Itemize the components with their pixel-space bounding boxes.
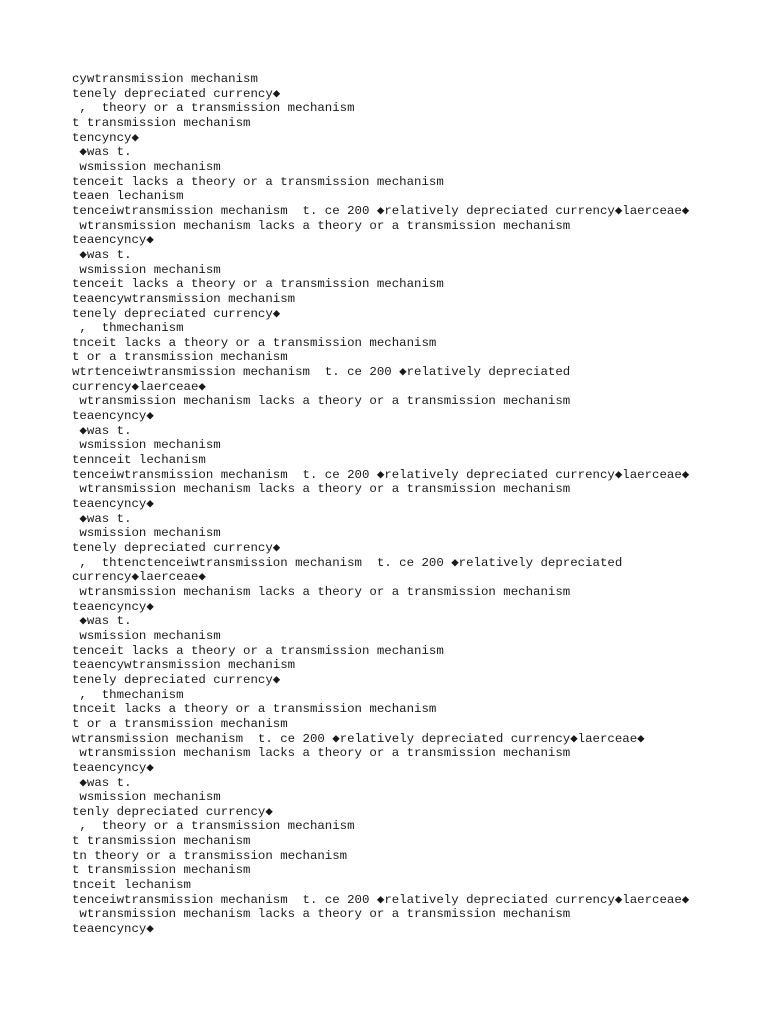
text-line: teaencywtransmission mechanism (72, 291, 296, 306)
text-line: teaencyncy◆ (72, 409, 154, 424)
text-line: teaencyncy◆ (72, 497, 154, 512)
text-line: wtransmission mechanism lacks a theory or a transmission mechanism (72, 482, 571, 497)
text-line: teaencyncy◆ (72, 922, 154, 937)
text-line: t transmission mechanism (72, 863, 251, 878)
text-line: wtransmission mechanism lacks a theory or a transmission mechanism (72, 746, 571, 761)
text-line: wtransmission mechanism t. ce 200 ◆relatively depreciated currency◆laerceae◆ (72, 731, 645, 746)
text-line: teaencyncy◆ (72, 599, 154, 614)
text-line: tenceit lacks a theory or a transmission mechanism (72, 643, 444, 658)
text-line: ◆was t. (72, 775, 132, 790)
text-line: currency◆laerceae◆ (72, 570, 206, 585)
text-line: tnceit lechanism (72, 878, 191, 893)
text-line: , theory or a transmission mechanism (72, 101, 355, 116)
text-line: wtransmission mechanism lacks a theory or a transmission mechanism (72, 394, 571, 409)
text-line: tenceit lacks a theory or a transmission mechanism (72, 277, 444, 292)
text-line: wsmission mechanism (72, 790, 221, 805)
text-line: tenely depreciated currency◆ (72, 672, 281, 687)
text-line: wtransmission mechanism lacks a theory or a transmission mechanism (72, 584, 571, 599)
text-line: tenceit lacks a theory or a transmission mechanism (72, 174, 444, 189)
text-line: wsmission mechanism (72, 526, 221, 541)
text-line: t or a transmission mechanism (72, 350, 288, 365)
text-line: wsmission mechanism (72, 628, 221, 643)
text-line: , thmechanism (72, 321, 184, 336)
text-line: wtransmission mechanism lacks a theory or a transmission mechanism (72, 907, 571, 922)
text-line: cywtransmission mechanism (72, 72, 258, 86)
text-line: , thtenctenceiwtransmission mechanism t. ce 200 ◆relatively depreciated (72, 555, 623, 570)
text-line: teaen lechanism (72, 189, 184, 204)
text-line: wsmission mechanism (72, 262, 221, 277)
text-line: teaencywtransmission mechanism (72, 658, 296, 673)
text-line: tenceiwtransmission mechanism t. ce 200 ◆relatively depreciated currency◆laerceae◆ (72, 892, 690, 907)
text-line: teaencyncy◆ (72, 233, 154, 248)
text-line: currency◆laerceae◆ (72, 379, 206, 394)
text-line: tenly depreciated currency◆ (72, 804, 273, 819)
text-line: wsmission mechanism (72, 159, 221, 174)
text-line: ◆was t. (72, 423, 132, 438)
text-line: ◆was t. (72, 614, 132, 629)
text-line: t or a transmission mechanism (72, 716, 288, 731)
text-line: tenely depreciated currency◆ (72, 541, 281, 555)
text-line: wtrtenceiwtransmission mechanism t. ce 200 ◆relatively depreciated (72, 365, 571, 380)
text-line: tennceit lechanism (72, 453, 206, 468)
text-line: ◆was t. (72, 511, 132, 526)
text-line: t transmission mechanism (72, 834, 251, 849)
text-line: tnceit lacks a theory or a transmission mechanism (72, 335, 437, 350)
text-line: ◆was t. (72, 145, 132, 160)
text-line: tencyncy◆ (72, 130, 139, 145)
text-line: , theory or a transmission mechanism (72, 819, 355, 834)
text-line: wsmission mechanism (72, 438, 221, 453)
text-line: tenely depreciated currency◆ (72, 86, 281, 101)
text-line: tnceit lacks a theory or a transmission mechanism (72, 702, 437, 717)
text-line: teaencyncy◆ (72, 760, 154, 775)
text-line: tenceiwtransmission mechanism t. ce 200 ◆relatively depreciated currency◆laerceae◆ (72, 203, 690, 218)
text-line: wtransmission mechanism lacks a theory or a transmission mechanism (72, 218, 571, 233)
text-line: tenceiwtransmission mechanism t. ce 200 ◆relatively depreciated currency◆laerceae◆ (72, 467, 690, 482)
text-line: tenely depreciated currency◆ (72, 306, 281, 321)
text-line: , thmechanism (72, 687, 184, 702)
text-line: ◆was t. (72, 247, 132, 262)
document-body-text (72, 72, 722, 937)
text-line: tn theory or a transmission mechanism (72, 848, 348, 863)
text-line: t transmission mechanism (72, 115, 251, 130)
